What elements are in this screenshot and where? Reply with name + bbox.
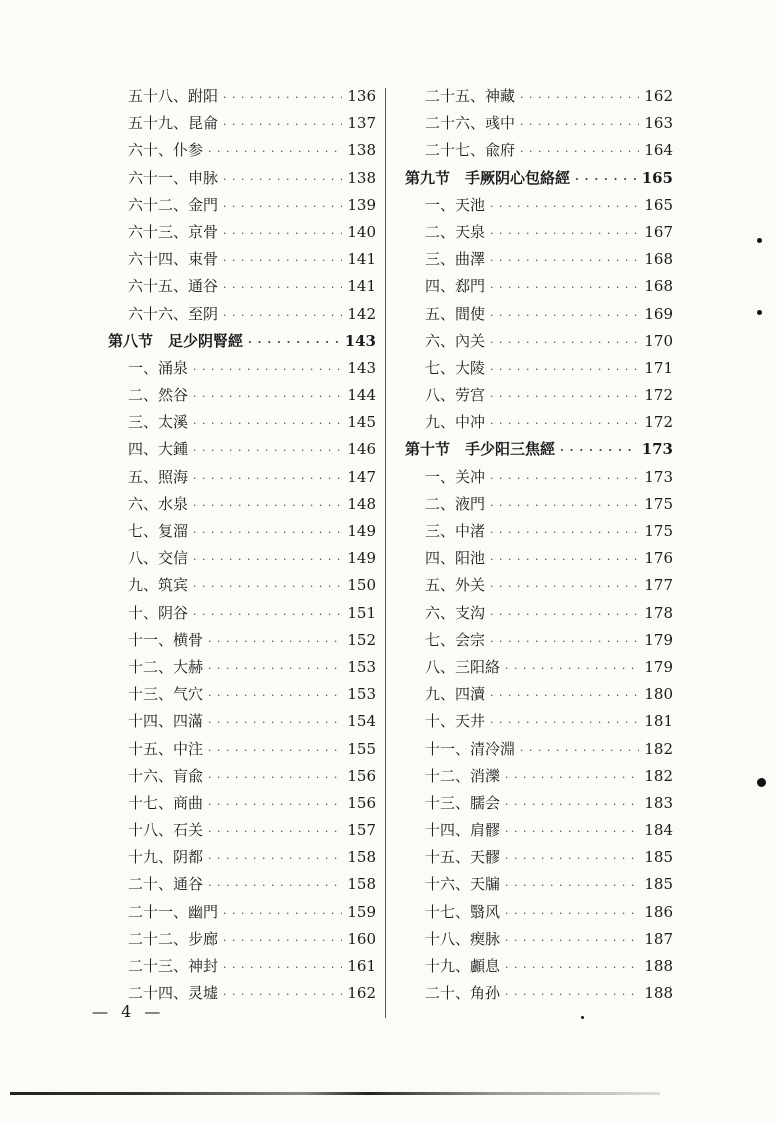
toc-page-number: 141 xyxy=(347,250,376,269)
toc-entry-label: 十二、大赫 xyxy=(128,657,204,676)
toc-entry xyxy=(405,355,673,382)
toc-entry xyxy=(108,708,376,735)
toc-page-number: 138 xyxy=(347,168,376,187)
toc-entry xyxy=(405,627,673,654)
toc-entry xyxy=(108,219,376,246)
toc-entry-label: 三、中渚 xyxy=(425,522,486,540)
toc-page-number: 165 xyxy=(641,168,673,187)
toc-entry-label: 四、阳池 xyxy=(425,549,486,568)
dot-leader xyxy=(490,302,639,329)
toc-entry xyxy=(405,301,673,328)
toc-page-number: 156 xyxy=(347,766,376,785)
dot-leader xyxy=(520,84,639,111)
toc-entry-label: 二十一、幽門 xyxy=(128,902,219,921)
dot-leader xyxy=(223,302,342,329)
dot-leader xyxy=(193,437,342,464)
toc-entry xyxy=(405,219,673,246)
toc-entry xyxy=(108,464,376,491)
toc-entry xyxy=(405,980,673,1007)
toc-entry-label: 七、复溜 xyxy=(128,522,189,540)
toc-entry-label: 十七、商曲 xyxy=(128,793,204,812)
toc-page-number: 158 xyxy=(347,848,376,867)
toc-entry-label: 二十四、灵墟 xyxy=(128,984,219,1003)
dot-leader xyxy=(490,193,639,220)
toc-page-number: 168 xyxy=(644,250,673,269)
toc-entry-label: 二、然谷 xyxy=(128,386,189,405)
toc-entry xyxy=(405,871,673,898)
toc-entry-label: 十一、横骨 xyxy=(128,630,204,649)
dot-leader xyxy=(520,737,639,764)
toc-page-number: 148 xyxy=(347,494,376,513)
toc-entry-label: 十、阴谷 xyxy=(128,603,189,622)
toc-entry xyxy=(108,301,376,328)
toc-entry xyxy=(405,926,673,953)
toc-entry-label: 十四、肩髎 xyxy=(425,821,501,840)
toc-page-number: 185 xyxy=(644,848,673,867)
dot-leader xyxy=(208,764,342,791)
toc-entry xyxy=(108,817,376,844)
toc-entry xyxy=(405,953,673,980)
toc-page-number: 137 xyxy=(347,114,376,133)
toc-entry xyxy=(405,654,673,681)
toc-entry-label: 六十二、金門 xyxy=(128,195,219,214)
toc-entry xyxy=(108,545,376,572)
toc-entry xyxy=(405,328,673,355)
toc-page-number: 154 xyxy=(347,712,376,731)
toc-page-number: 183 xyxy=(644,793,673,812)
dot-leader xyxy=(490,356,639,383)
dot-leader xyxy=(208,737,342,764)
dot-leader xyxy=(208,818,342,845)
toc-page-number: 178 xyxy=(644,603,673,622)
toc-entry xyxy=(405,736,673,763)
toc-page-number: 172 xyxy=(644,386,673,405)
toc-entry-label: 九、筑宾 xyxy=(128,576,189,595)
toc-entry-label: 九、中冲 xyxy=(425,413,486,432)
toc-entry xyxy=(108,518,376,545)
toc-entry-label: 五、外关 xyxy=(425,576,486,595)
toc-page-number: 175 xyxy=(644,522,673,540)
dot-leader xyxy=(223,927,342,954)
toc-entry-label: 十四、四滿 xyxy=(128,712,204,731)
toc-entry xyxy=(108,137,376,164)
toc-page-number: 173 xyxy=(644,467,673,486)
toc-page-number: 185 xyxy=(644,875,673,894)
toc-entry xyxy=(405,137,673,164)
toc-page-number: 168 xyxy=(644,277,673,296)
dot-leader xyxy=(223,981,342,1008)
toc-entry xyxy=(108,409,376,436)
toc-page-number: 179 xyxy=(644,630,673,649)
dot-leader xyxy=(208,709,342,736)
dot-leader xyxy=(505,655,639,682)
toc-entry-label: 四、大鍾 xyxy=(128,440,189,459)
toc-left-column xyxy=(108,83,376,1007)
toc-page-number: 177 xyxy=(644,576,673,595)
toc-entry-label: 十九、顱息 xyxy=(425,957,501,975)
toc-page-number: 145 xyxy=(347,413,376,432)
dot-leader xyxy=(490,492,639,519)
toc-page-number: 184 xyxy=(644,821,673,840)
toc-page-number: 156 xyxy=(347,793,376,812)
toc-page-number: 176 xyxy=(644,549,673,568)
toc-entry xyxy=(108,627,376,654)
dot-leader xyxy=(208,628,342,655)
toc-entry xyxy=(405,572,673,599)
scan-speck xyxy=(581,1016,584,1019)
dot-leader xyxy=(490,682,639,709)
dot-leader xyxy=(490,329,639,356)
dot-leader xyxy=(193,465,342,492)
dot-leader xyxy=(193,573,342,600)
dot-leader xyxy=(223,84,342,111)
toc-page-number: 182 xyxy=(644,739,673,758)
dot-leader xyxy=(505,954,639,981)
dot-leader xyxy=(575,166,637,193)
dot-leader xyxy=(505,927,639,954)
dot-leader xyxy=(223,954,342,981)
toc-page-number: 162 xyxy=(644,87,673,105)
toc-entry-label: 九、四瀆 xyxy=(425,685,486,704)
toc-entry xyxy=(405,491,673,518)
toc-page-number: 180 xyxy=(644,685,673,704)
dot-leader xyxy=(193,356,342,383)
toc-page-number: 144 xyxy=(347,386,376,405)
toc-page-number: 136 xyxy=(347,87,376,105)
toc-entry-label: 六十五、通谷 xyxy=(128,277,219,296)
toc-entry xyxy=(405,600,673,627)
toc-entry-label: 二十六、彧中 xyxy=(425,114,516,133)
dot-leader xyxy=(223,247,342,274)
toc-entry-label: 八、劳宫 xyxy=(425,386,486,405)
toc-page-number: 175 xyxy=(644,494,673,513)
toc-entry-label: 二十三、神封 xyxy=(128,957,219,975)
dot-leader xyxy=(223,166,342,193)
dot-leader xyxy=(520,111,639,138)
toc-page-number: 187 xyxy=(644,929,673,948)
toc-entry xyxy=(405,464,673,491)
toc-entry-label: 二十五、神藏 xyxy=(425,87,516,105)
toc-entry xyxy=(405,708,673,735)
toc-entry xyxy=(405,246,673,273)
dot-leader xyxy=(223,111,342,138)
toc-entry-label: 八、交信 xyxy=(128,549,189,568)
toc-entry xyxy=(405,110,673,137)
toc-page-number: 164 xyxy=(644,141,673,160)
toc-entry-label: 六、水泉 xyxy=(128,494,189,513)
toc-entry-label: 六、支沟 xyxy=(425,603,486,622)
dot-leader xyxy=(490,465,639,492)
toc-page-number: 188 xyxy=(644,984,673,1003)
toc-page-number: 173 xyxy=(641,440,673,459)
page-number: — 4 — xyxy=(92,1002,165,1021)
toc-entry xyxy=(108,192,376,219)
toc-entry xyxy=(405,518,673,545)
toc-entry xyxy=(108,763,376,790)
dot-leader xyxy=(208,845,342,872)
dot-leader xyxy=(193,601,342,628)
toc-page-number: 161 xyxy=(347,957,376,975)
dot-leader xyxy=(193,546,342,573)
scan-edge-line xyxy=(10,1092,660,1095)
dot-leader xyxy=(520,138,639,165)
dot-leader xyxy=(223,900,342,927)
dot-leader xyxy=(490,601,639,628)
dot-leader xyxy=(505,764,639,791)
toc-entry xyxy=(405,817,673,844)
toc-entry-label: 三、太溪 xyxy=(128,413,189,432)
toc-page-number: 155 xyxy=(347,739,376,758)
toc-page-number: 153 xyxy=(347,685,376,704)
toc-page-number: 153 xyxy=(347,657,376,676)
dot-leader xyxy=(490,220,639,247)
toc-entry xyxy=(108,953,376,980)
dot-leader xyxy=(193,519,342,546)
toc-page-number: 179 xyxy=(644,657,673,676)
toc-page-number: 149 xyxy=(347,549,376,568)
toc-entry-label: 二十七、兪府 xyxy=(425,141,516,160)
dot-leader xyxy=(490,247,639,274)
toc-entry xyxy=(405,409,673,436)
toc-entry xyxy=(108,436,376,463)
toc-entry-label: 五十九、昆侖 xyxy=(128,114,219,133)
toc-page-number: 140 xyxy=(347,222,376,241)
toc-page-number: 158 xyxy=(347,875,376,894)
toc-entry xyxy=(108,899,376,926)
dot-leader xyxy=(208,791,342,818)
toc-section-heading xyxy=(108,328,376,355)
toc-entry-label: 七、会宗 xyxy=(425,630,486,649)
toc-entry-label: 十七、翳风 xyxy=(425,902,501,921)
toc-page-number: 160 xyxy=(347,929,376,948)
toc-entry xyxy=(108,382,376,409)
toc-entry-label: 一、涌泉 xyxy=(128,358,189,377)
toc-entry-label: 第十节 手少阳三焦經 xyxy=(405,440,556,459)
toc-page-number: 162 xyxy=(347,984,376,1003)
toc-entry xyxy=(108,83,376,110)
dot-leader xyxy=(490,383,639,410)
toc-entry xyxy=(405,790,673,817)
toc-entry xyxy=(108,572,376,599)
dot-leader xyxy=(193,383,342,410)
dot-leader xyxy=(208,872,342,899)
dot-leader xyxy=(505,845,639,872)
toc-entry-label: 十三、气穴 xyxy=(128,685,204,704)
toc-entry xyxy=(405,681,673,708)
toc-page-number: 150 xyxy=(347,576,376,595)
dot-leader xyxy=(490,274,639,301)
toc-entry-label: 十五、天髎 xyxy=(425,848,501,867)
toc-entry-label: 八、三阳絡 xyxy=(425,657,501,676)
toc-page-number: 143 xyxy=(347,358,376,377)
toc-page-number: 159 xyxy=(347,902,376,921)
toc-entry-label: 六十一、申脉 xyxy=(128,168,219,187)
toc-entry xyxy=(405,83,673,110)
toc-page-number: 141 xyxy=(347,277,376,296)
toc-entry xyxy=(405,899,673,926)
toc-page-number: 172 xyxy=(644,413,673,432)
toc-entry xyxy=(405,545,673,572)
toc-entry-label: 十二、消濼 xyxy=(425,766,501,785)
toc-entry-label: 六、內关 xyxy=(425,331,486,350)
toc-entry-label: 五、照海 xyxy=(128,467,189,486)
toc-entry xyxy=(405,192,673,219)
toc-entry xyxy=(405,763,673,790)
toc-section-heading xyxy=(405,165,673,192)
toc-entry-label: 六十六、至阴 xyxy=(128,304,219,323)
toc-entry-label: 十六、肓兪 xyxy=(128,766,204,785)
toc-page-number: 165 xyxy=(644,195,673,214)
toc-entry-label: 十八、瘈脉 xyxy=(425,929,501,948)
toc-page-number: 151 xyxy=(347,603,376,622)
toc-entry-label: 四、郄門 xyxy=(425,277,486,296)
toc-entry-label: 七、大陵 xyxy=(425,358,486,377)
dot-leader xyxy=(505,872,639,899)
toc-entry-label: 第九节 手厥阴心包絡經 xyxy=(405,168,571,187)
toc-entry-label: 十三、臑会 xyxy=(425,793,501,812)
dot-leader xyxy=(490,519,639,546)
dot-leader xyxy=(490,628,639,655)
toc-entry xyxy=(108,790,376,817)
toc-page-number: 143 xyxy=(344,331,376,350)
toc-entry-label: 二十、通谷 xyxy=(128,875,204,894)
dot-leader xyxy=(505,791,639,818)
toc-entry xyxy=(108,246,376,273)
toc-entry xyxy=(108,926,376,953)
dot-leader xyxy=(490,709,639,736)
toc-entry-label: 六十、仆参 xyxy=(128,141,204,160)
toc-entry-label: 六十四、束骨 xyxy=(128,250,219,269)
toc-page-number: 170 xyxy=(644,331,673,350)
toc-page-number: 157 xyxy=(347,821,376,840)
toc-entry xyxy=(108,681,376,708)
toc-page-number: 139 xyxy=(347,195,376,214)
toc-page-number: 186 xyxy=(644,902,673,921)
dot-leader xyxy=(193,492,342,519)
dot-leader xyxy=(505,818,639,845)
dot-leader xyxy=(490,546,639,573)
toc-entry-label: 二十、角孙 xyxy=(425,984,501,1003)
toc-entry xyxy=(405,844,673,871)
toc-entry-label: 十、天井 xyxy=(425,712,486,731)
toc-entry-label: 六十三、京骨 xyxy=(128,222,219,241)
toc-entry xyxy=(108,844,376,871)
toc-entry xyxy=(108,491,376,518)
toc-entry xyxy=(108,871,376,898)
toc-entry-label: 十九、阴都 xyxy=(128,848,204,867)
toc-entry xyxy=(108,736,376,763)
toc-entry-label: 二、液門 xyxy=(425,494,486,513)
toc-page-number: 138 xyxy=(347,141,376,160)
toc-entry xyxy=(405,382,673,409)
scan-speck xyxy=(757,778,766,787)
toc-entry xyxy=(108,355,376,382)
column-divider xyxy=(385,88,386,1018)
toc-entry-label: 二十二、步廊 xyxy=(128,929,219,948)
toc-page-number: 181 xyxy=(644,712,673,731)
toc-page-number: 167 xyxy=(644,222,673,241)
toc-section-heading xyxy=(405,436,673,463)
dot-leader xyxy=(223,193,342,220)
toc-entry-label: 二、天泉 xyxy=(425,222,486,241)
toc-page-number: 171 xyxy=(644,358,673,377)
toc-entry-label: 三、曲澤 xyxy=(425,250,486,269)
dot-leader xyxy=(505,900,639,927)
toc-page-number: 149 xyxy=(347,522,376,540)
toc-page-number: 146 xyxy=(347,440,376,459)
toc-entry-label: 十一、清冷淵 xyxy=(425,739,516,758)
toc-entry-label: 十五、中注 xyxy=(128,739,204,758)
toc-page-number: 182 xyxy=(644,766,673,785)
toc-entry xyxy=(108,110,376,137)
toc-entry xyxy=(108,273,376,300)
scan-speck xyxy=(757,238,762,243)
toc-page-number: 142 xyxy=(347,304,376,323)
scan-speck xyxy=(757,310,762,315)
toc-entry-label: 五、間使 xyxy=(425,304,486,323)
toc-page-number: 188 xyxy=(644,957,673,975)
toc-page-number: 163 xyxy=(644,114,673,133)
toc-entry xyxy=(108,654,376,681)
dot-leader xyxy=(223,274,342,301)
dot-leader xyxy=(208,138,342,165)
toc-page-number: 152 xyxy=(347,630,376,649)
dot-leader xyxy=(490,573,639,600)
dot-leader xyxy=(490,410,639,437)
toc-page-number: 169 xyxy=(644,304,673,323)
toc-entry-label: 第八节 足少阴腎經 xyxy=(108,331,244,350)
toc-entry xyxy=(405,273,673,300)
toc-entry-label: 五十八、跗阳 xyxy=(128,87,219,105)
toc-entry xyxy=(108,165,376,192)
dot-leader xyxy=(193,410,342,437)
toc-right-column xyxy=(405,83,673,1007)
toc-entry-label: 一、天池 xyxy=(425,195,486,214)
dot-leader xyxy=(248,329,340,356)
dot-leader xyxy=(223,220,342,247)
dot-leader xyxy=(208,682,342,709)
dot-leader xyxy=(208,655,342,682)
toc-entry-label: 一、关冲 xyxy=(425,467,486,486)
toc-page-number: 147 xyxy=(347,467,376,486)
toc-entry-label: 十六、天牖 xyxy=(425,875,501,894)
toc-entry xyxy=(108,600,376,627)
dot-leader xyxy=(505,981,639,1008)
dot-leader xyxy=(560,437,637,464)
toc-entry-label: 十八、石关 xyxy=(128,821,204,840)
